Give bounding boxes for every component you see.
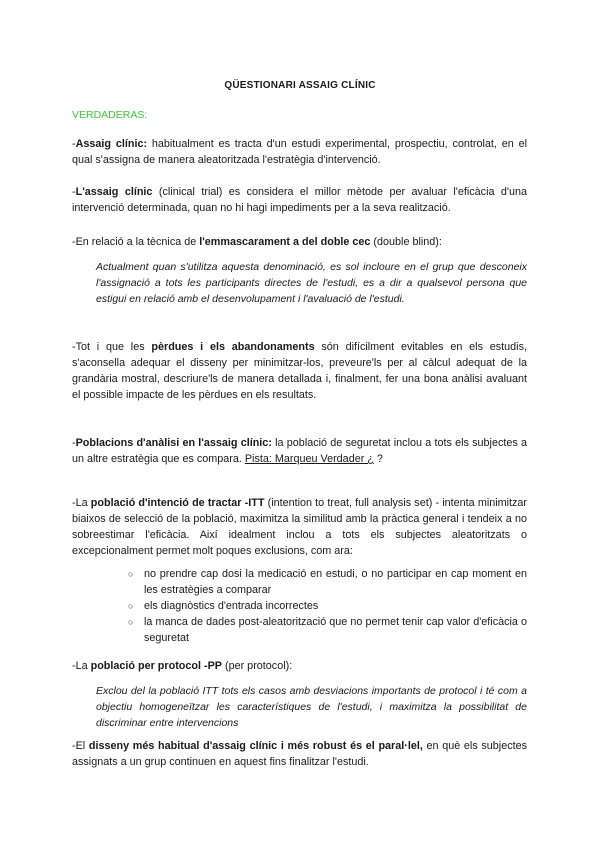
hint-link[interactable]: Pista: Marqueu Verdader ¿: [244, 453, 374, 465]
term: població d'intenció de tractar -ITT: [90, 497, 265, 509]
term: L'assaig clínic: [75, 186, 153, 198]
paragraph-doble-cec: -En relació a la tècnica de l'emmascarament a del doble cec (double blind):: [72, 236, 442, 248]
list-item: ○ els diagnòstics d'entrada incorrectes: [128, 600, 319, 612]
list-item: ○ no prendre cap dosi la medicació en estudi, o no participar en cap moment en les estratègies a comparar: [128, 568, 527, 596]
term: disseny més habitual d'assaig clínic i més robust és el paral·lel,: [88, 740, 423, 752]
page-title: QÜESTIONARI ASSAIG CLÍNIC: [224, 80, 376, 91]
term: Assaig clínic:: [75, 138, 148, 150]
bullet-icon: ○: [128, 617, 134, 627]
quote-doble-cec: Actualment quan s'utilitza aquesta denominació, es sol incloure en el grup que desconeix l'assignació a tots les participants directes de l'estudi, es a dir a qualsevol persona que estigui en relació amb el desenvolupament i l'avaluació de l'estudi.: [96, 261, 527, 305]
exclusions-list: [128, 566, 527, 646]
paragraph-assaig-clinic: -Assaig clínic: habitualment es tracta d'un estudi experimental, prospectiu, controlat, en el qual s'assigna de manera aleatoritzada l'estratègia d'intervenció.: [72, 138, 527, 166]
term: població per protocol -PP: [90, 660, 222, 672]
section-label: VERDADERAS:: [72, 109, 148, 121]
paragraph-poblacions: -Poblacions d'anàlisi en l'assaig clínic: la població de seguretat inclou a tots els subjectes a un altre estratègia que es compara. Pista: Marqueu Verdader ¿ ?: [72, 437, 527, 465]
term: pèrdues i els abandonaments: [151, 341, 315, 353]
paragraph-itt: -La població d'intenció de tractar -ITT (intention to treat, full analysis set) - intenta minimitzar biaixos de selecció de la població, maximitza la similitud amb la pràctica general i tendeix a no sobreestimar l'eficàcia. Així idealment inclou a tots els subjectes aleatoritzats o excepcionalment permet molt poques exclusions, com ara:: [72, 497, 528, 557]
bullet-icon: ○: [128, 569, 134, 579]
paragraph-parallel: -El disseny més habitual d'assaig clínic i més robust és el paral·lel, en què els subjectes assignats a un grup continuen en aquest fins finalitzar l'estudi.: [72, 740, 528, 768]
term: Poblacions d'anàlisi en l'assaig clínic:: [75, 437, 272, 449]
bullet-icon: ○: [128, 601, 134, 611]
paragraph-perdues: -Tot i que les pèrdues i els abandonaments són difícilment evitables en els estudis, s'aconsella adequar el disseny per minimitzar-los, preveure'ls per al càlcul adequat de la grandària mostral, descriure'ls de manera detallada i, finalment, fer una bona anàlisi avaluant el possible impacte de les pèrdues en els resultats.: [72, 341, 527, 401]
term: l'emmascarament a del doble cec: [199, 236, 371, 248]
paragraph-pp: -La població per protocol -PP (per protocol):: [72, 660, 293, 672]
quote-pp: Exclou del la població ITT tots els casos amb desviacions importants de protocol i té com a objectiu homogeneïtzar les característiques de l'estudi, i maximitza la possibilitat de discriminar entre intervencions: [96, 685, 527, 729]
paragraph-clinical-trial: -L'assaig clínic (clinical trial) es considera el millor mètode per avaluar l'eficàcia d'una intervenció determinada, quan no hi hagi impediments per a la seva realització.: [72, 186, 527, 214]
list-item: ○ la manca de dades post-aleatorització que no permet tenir cap valor d'eficàcia o seguretat: [128, 616, 527, 644]
